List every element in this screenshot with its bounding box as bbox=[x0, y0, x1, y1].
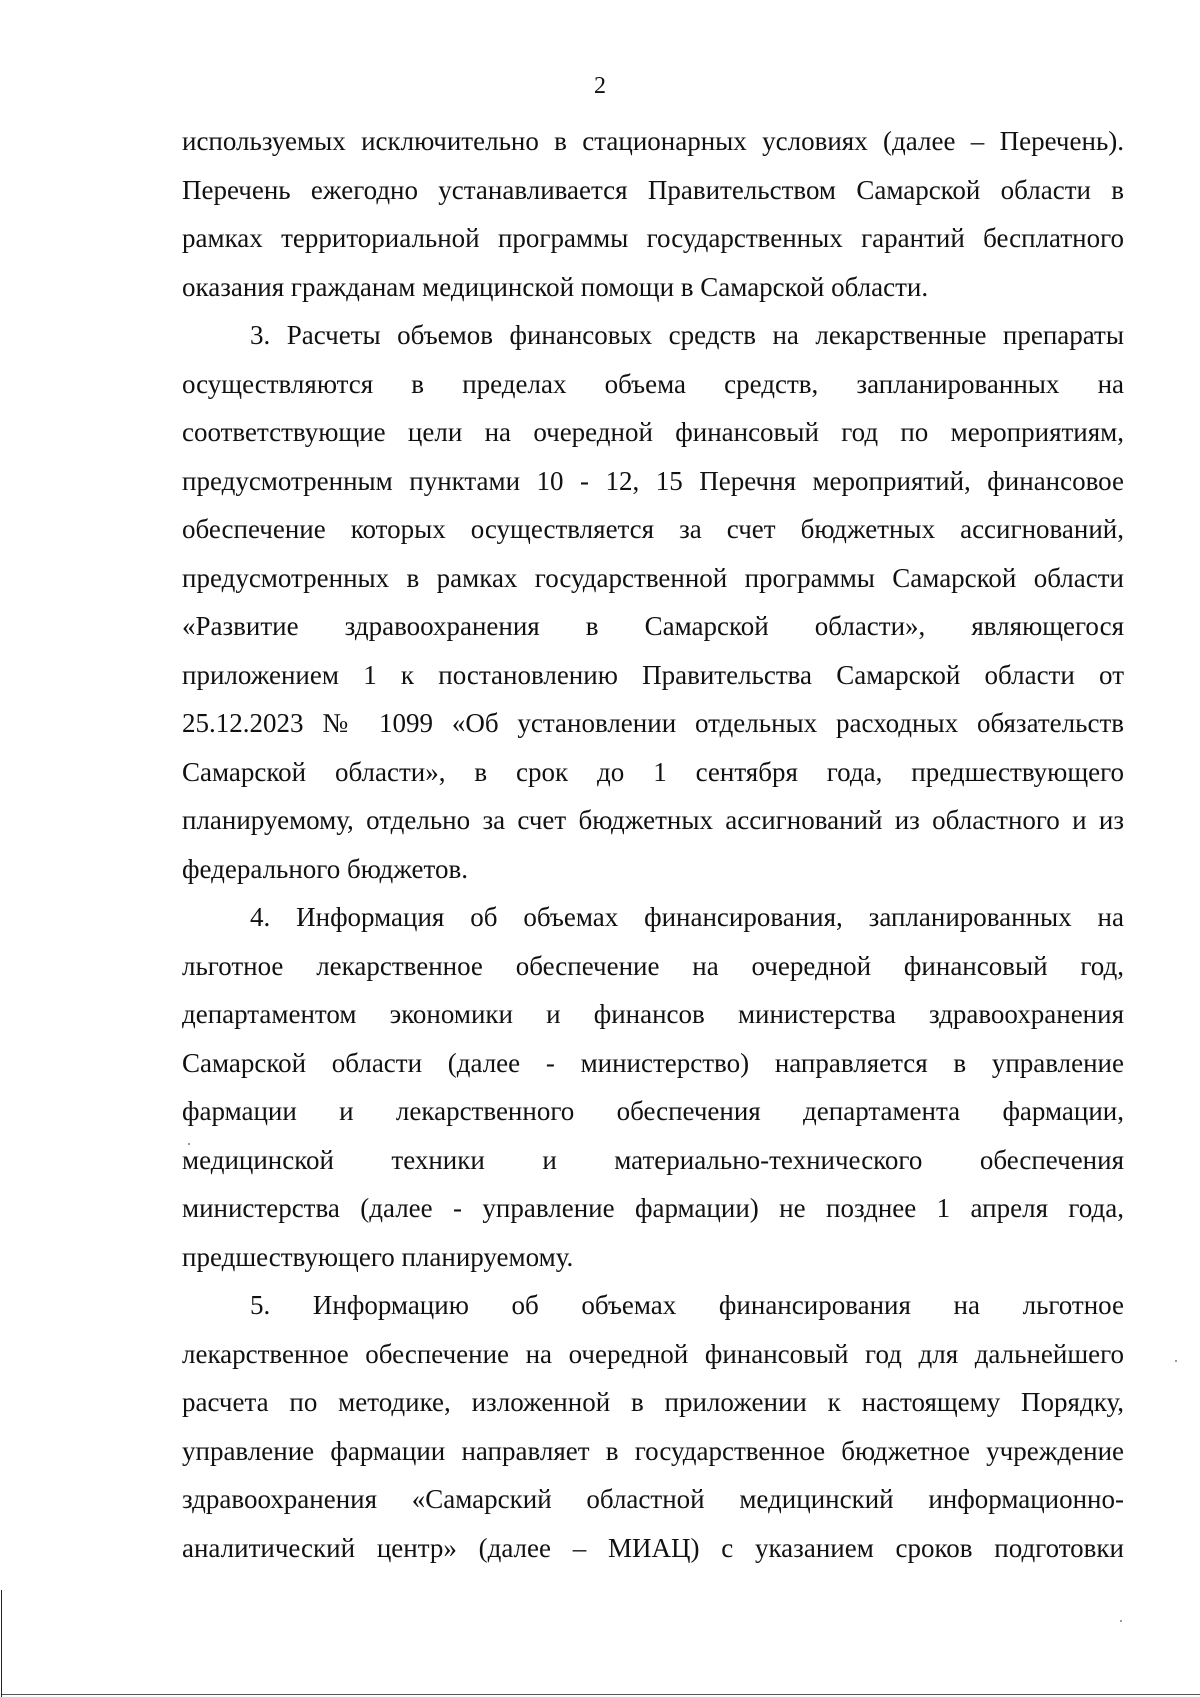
text-line: Самарской области», в срок до 1 сентября года, предшествующего bbox=[182, 756, 1124, 787]
text-line: Перечень ежегодно устанавливается Правительством Самарской области в bbox=[182, 174, 1124, 205]
text-line: предшествующего планируемому. bbox=[182, 1241, 574, 1272]
text-line: приложением 1 к постановлению Правительства Самарской области от bbox=[182, 659, 1124, 690]
text-line: министерства (далее - управление фармации) не позднее 1 апреля года, bbox=[182, 1193, 1124, 1223]
scan-edge-line bbox=[1, 1590, 2, 1697]
paragraph-3 bbox=[182, 311, 1124, 893]
document-body bbox=[182, 117, 1124, 1572]
text-line: 25.12.2023 № 1099 «Об установлении отдельных расходных обязательств bbox=[182, 708, 1124, 738]
text-line: аналитический центр» (далее – МИАЦ) с указанием сроков подготовки bbox=[182, 1532, 1124, 1563]
text-line: соответствующие цели на очередной финансовый год по мероприятиям, bbox=[182, 417, 1124, 447]
scan-edge-line bbox=[2, 1694, 1200, 1695]
text-line: 5. Информацию об объемах финансирования на льготное bbox=[250, 1290, 1124, 1320]
text-line: департаментом экономики и финансов министерства здравоохранения bbox=[182, 999, 1124, 1029]
text-line: Самарской области (далее - министерство) направляется в управление bbox=[182, 1047, 1124, 1078]
text-line: лекарственное обеспечение на очередной финансовый год для дальнейшего bbox=[182, 1338, 1124, 1369]
text-line: расчета по методике, изложенной в приложении к настоящему Порядку, bbox=[182, 1387, 1124, 1417]
text-line: рамках территориальной программы государственных гарантий бесплатного bbox=[182, 223, 1124, 253]
text-line: «Развитие здравоохранения в Самарской области», являющегося bbox=[182, 611, 1124, 641]
text-line: федерального бюджетов. bbox=[182, 853, 468, 884]
text-line: 3. Расчеты объемов финансовых средств на лекарственные препараты bbox=[250, 320, 1124, 350]
text-line: предусмотренным пунктами 10 - 12, 15 Перечня мероприятий, финансовое bbox=[182, 465, 1124, 496]
text-line: медицинской техники и материально-технического обеспечения bbox=[182, 1144, 1124, 1175]
text-line: обеспечение которых осуществляется за счет бюджетных ассигнований, bbox=[182, 514, 1124, 544]
text-line: осуществляются в пределах объема средств, запланированных на bbox=[182, 368, 1124, 399]
text-line: фармации и лекарственного обеспечения департамента фармации, bbox=[182, 1096, 1124, 1126]
text-line: 4. Информация об объемах финансирования, запланированных на bbox=[250, 902, 1124, 932]
text-line: льготное лекарственное обеспечение на очередной финансовый год, bbox=[182, 950, 1124, 981]
scan-speck bbox=[1120, 1620, 1122, 1622]
text-line: предусмотренных в рамках государственной программы Самарской области bbox=[182, 562, 1124, 593]
scan-speck bbox=[188, 1143, 190, 1145]
paragraph-5 bbox=[182, 1281, 1124, 1572]
text-line: здравоохранения «Самарский областной медицинский информационно- bbox=[182, 1484, 1124, 1514]
text-line: оказания гражданам медицинской помощи в Самарской области. bbox=[182, 271, 929, 302]
page-number: 2 bbox=[594, 73, 606, 99]
paragraph-4 bbox=[182, 893, 1124, 1281]
scan-speck bbox=[1175, 1360, 1177, 1362]
text-line: управление фармации направляет в государственное бюджетное учреждение bbox=[182, 1435, 1124, 1466]
text-line: планируемому, отдельно за счет бюджетных ассигнований из областного и из bbox=[182, 805, 1124, 835]
paragraph-continuation bbox=[182, 117, 1124, 311]
text-line: используемых исключительно в стационарных условиях (далее – Перечень). bbox=[182, 126, 1124, 156]
